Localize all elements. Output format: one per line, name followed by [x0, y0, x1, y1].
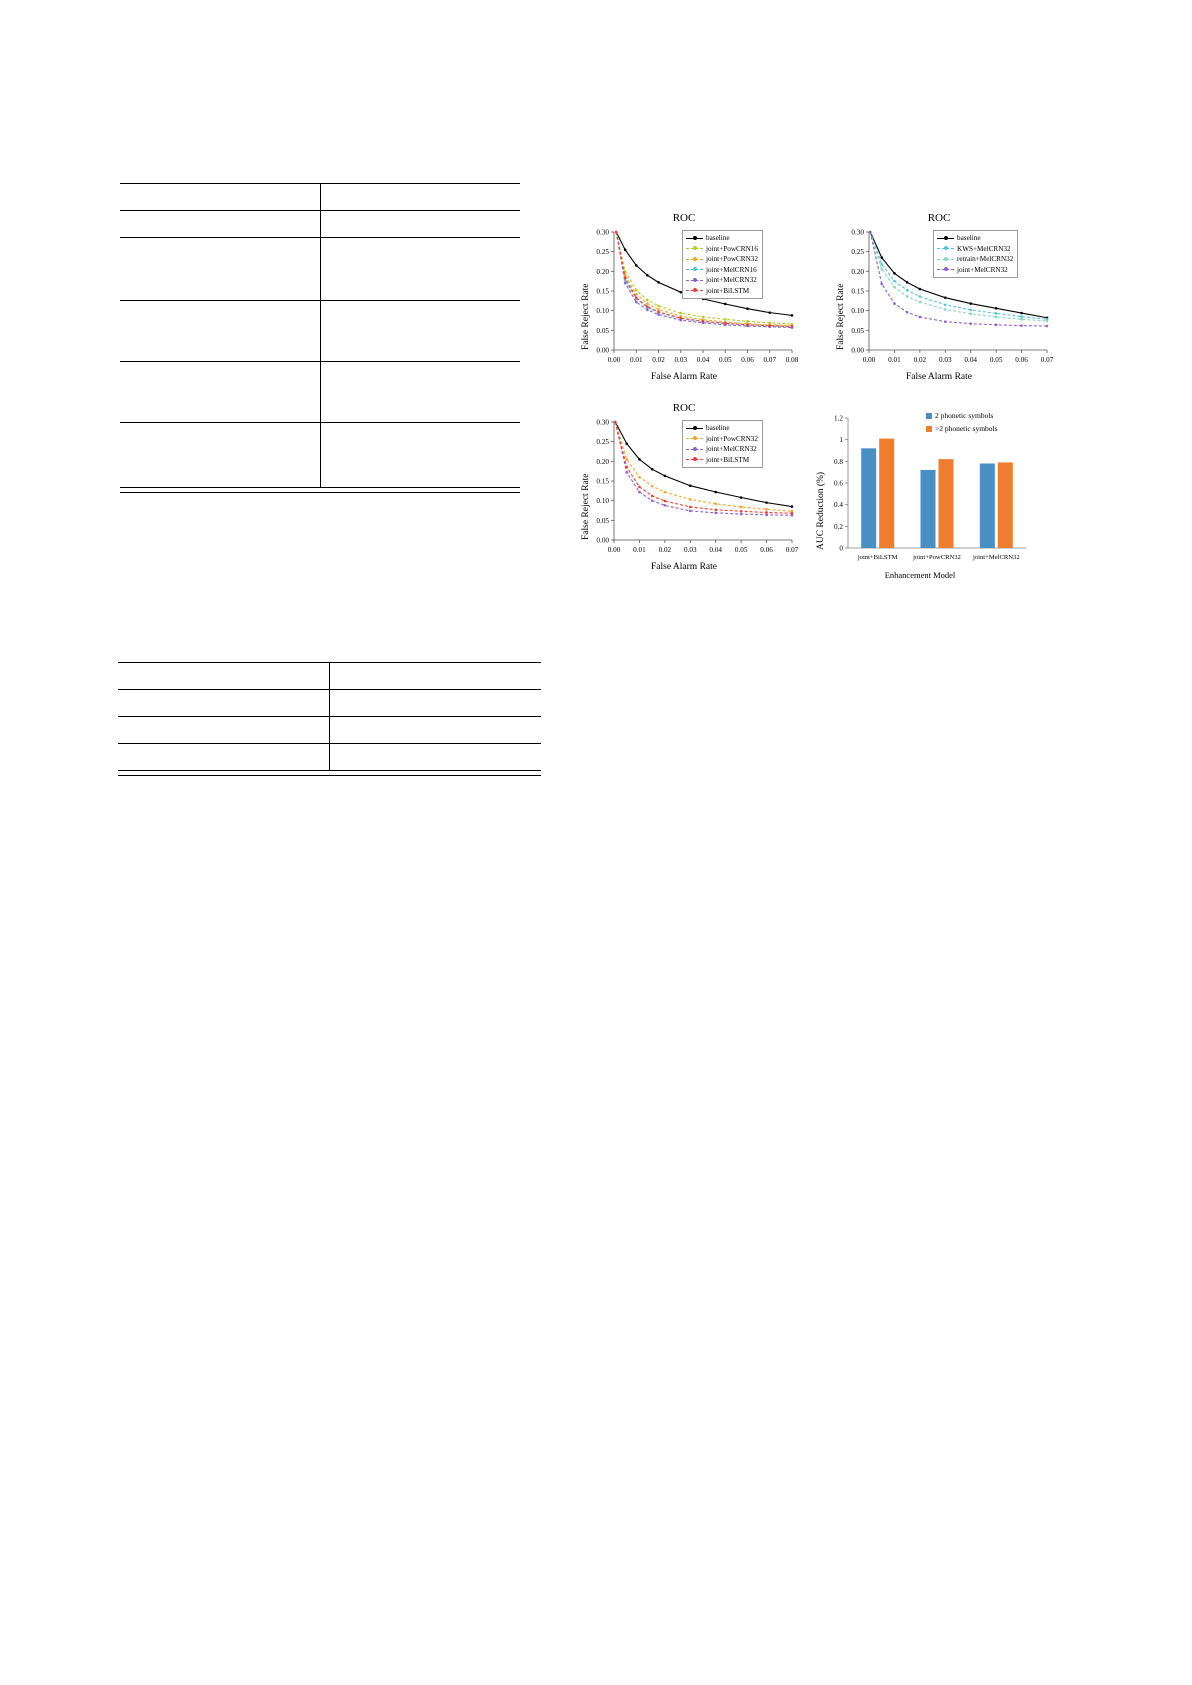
table-row	[118, 690, 541, 717]
legend-swatch	[686, 277, 703, 284]
svg-text:0.30: 0.30	[596, 418, 609, 427]
legend-item	[686, 275, 758, 286]
legend-item	[686, 233, 758, 244]
chart-title: ROC	[672, 402, 696, 414]
svg-text:0.20: 0.20	[596, 457, 609, 466]
x-axis-label: Enhancement Model	[884, 570, 956, 580]
legend-label: 2 phonetic symbols	[935, 411, 994, 420]
table-cell	[320, 268, 520, 301]
legend-label: joint+BiLSTM	[706, 286, 750, 295]
table-cell	[320, 238, 520, 269]
svg-text:1: 1	[839, 436, 843, 445]
legend-label: joint+MelCRN32	[706, 445, 757, 453]
results-table-1	[120, 183, 520, 493]
svg-text:0.4: 0.4	[834, 501, 843, 510]
legend-label: baseline	[706, 234, 730, 242]
table-row	[120, 331, 520, 362]
legend-item	[686, 244, 758, 255]
svg-text:0.07: 0.07	[785, 546, 798, 554]
svg-text:0.01: 0.01	[629, 356, 643, 364]
table-cell	[330, 717, 542, 744]
svg-text:0.05: 0.05	[734, 546, 748, 554]
svg-text:0.20: 0.20	[596, 267, 609, 276]
table-cell	[120, 211, 320, 238]
svg-text:0.00: 0.00	[607, 356, 621, 364]
svg-text:0.04: 0.04	[696, 356, 710, 364]
svg-text:0.06: 0.06	[741, 356, 754, 364]
svg-text:0.03: 0.03	[938, 356, 952, 364]
svg-text:0.05: 0.05	[989, 356, 1003, 364]
svg-text:0.8: 0.8	[834, 457, 843, 466]
chart-legend	[682, 420, 763, 468]
legend-swatch	[937, 245, 954, 252]
table-row	[118, 771, 541, 776]
svg-text:0.04: 0.04	[709, 546, 723, 554]
table-cell	[320, 455, 520, 488]
svg-text:0.06: 0.06	[1015, 356, 1028, 364]
svg-text:0.01: 0.01	[633, 546, 646, 554]
y-axis-label: False Reject Rate	[581, 473, 591, 540]
table-row	[120, 455, 520, 488]
results-table-2	[118, 662, 541, 776]
table-cell	[118, 663, 330, 690]
svg-text:0.10: 0.10	[596, 497, 609, 506]
table-row	[120, 362, 520, 393]
legend-label: baseline	[706, 424, 730, 432]
legend-swatch	[686, 446, 703, 453]
legend-label: joint+BiLSTM	[706, 455, 750, 464]
legend-swatch	[686, 425, 703, 432]
legend-label: joint+PowCRN32	[706, 434, 758, 443]
table-cell	[330, 663, 542, 690]
legend-label: retrain+MelCRN32	[957, 255, 1014, 263]
table-row	[118, 744, 541, 771]
legend-label: joint+PowCRN16	[706, 244, 758, 253]
svg-text:0.00: 0.00	[851, 346, 864, 355]
legend-swatch	[926, 426, 932, 432]
legend-item	[937, 254, 1013, 265]
legend-swatch	[926, 413, 932, 419]
legend-label: joint+MelCRN16	[706, 265, 757, 274]
roc-chart-3	[570, 400, 798, 572]
table-row	[120, 301, 520, 332]
svg-text:0.07: 0.07	[763, 356, 777, 364]
svg-text:1.2: 1.2	[834, 414, 843, 423]
auc-reduction-bar-chart	[808, 400, 1032, 580]
table-cell	[320, 211, 520, 238]
table-cell	[320, 301, 520, 332]
table-cell	[118, 717, 330, 744]
legend-swatch	[686, 287, 703, 294]
legend-swatch	[937, 256, 954, 263]
table-cell	[120, 488, 320, 493]
legend-label: baseline	[957, 234, 981, 242]
legend-label: joint+MelCRN32	[957, 265, 1008, 274]
svg-text:0.02: 0.02	[652, 356, 665, 364]
table-row	[120, 488, 520, 493]
svg-text:0.05: 0.05	[596, 516, 609, 525]
table-cell	[120, 392, 320, 423]
y-axis-label: AUC Reduction (%)	[816, 471, 826, 550]
table-cell	[320, 331, 520, 362]
y-axis-label: False Reject Rate	[581, 283, 591, 350]
svg-text:joint+BiLSTM: joint+BiLSTM	[857, 554, 898, 561]
legend-item	[926, 410, 998, 422]
svg-text:0.04: 0.04	[964, 356, 978, 364]
y-axis-label: False Reject Rate	[836, 283, 846, 350]
svg-text:0.07: 0.07	[1040, 356, 1053, 364]
legend-item	[937, 244, 1013, 255]
x-axis-label: False Alarm Rate	[651, 562, 717, 572]
legend-item	[686, 423, 758, 434]
table-cell	[118, 771, 330, 776]
svg-text:0.10: 0.10	[596, 307, 609, 316]
chart-title: ROC	[672, 212, 696, 224]
table-row	[120, 268, 520, 301]
legend-swatch	[686, 456, 703, 463]
svg-text:0.08: 0.08	[785, 356, 798, 364]
table-cell	[320, 392, 520, 423]
legend-label: joint+PowCRN32	[706, 255, 758, 263]
legend-item	[937, 233, 1013, 244]
x-axis-label: False Alarm Rate	[651, 372, 717, 382]
legend-label: >2 phonetic symbols	[935, 424, 998, 433]
legend-swatch	[686, 245, 703, 252]
table-cell	[118, 690, 330, 717]
svg-text:0.03: 0.03	[674, 356, 688, 364]
table-cell	[330, 771, 542, 776]
roc-chart-1	[570, 210, 798, 382]
svg-text:0.02: 0.02	[913, 356, 927, 364]
table-cell	[320, 184, 520, 211]
table-cell	[330, 690, 542, 717]
table-cell	[320, 423, 520, 456]
legend-item	[686, 286, 758, 297]
svg-text:0.02: 0.02	[658, 546, 672, 554]
legend-label: KWS+MelCRN32	[957, 244, 1011, 253]
legend-swatch	[937, 235, 954, 242]
chart-plot-area	[808, 400, 1032, 580]
table-cell	[120, 423, 320, 456]
svg-text:0.15: 0.15	[596, 477, 609, 486]
legend-item	[686, 434, 758, 445]
legend-item	[686, 265, 758, 276]
table-cell	[118, 744, 330, 771]
svg-text:0.00: 0.00	[862, 356, 876, 364]
svg-text:0.03: 0.03	[683, 546, 697, 554]
table-cell	[320, 362, 520, 393]
legend-label: joint+MelCRN32	[706, 276, 757, 284]
svg-text:0.01: 0.01	[888, 356, 901, 364]
legend-swatch	[937, 266, 954, 273]
svg-text:0.15: 0.15	[851, 287, 864, 296]
table-row	[120, 238, 520, 269]
table-row	[120, 392, 520, 423]
legend-item	[686, 455, 758, 466]
table-cell	[120, 362, 320, 393]
table-row	[120, 184, 520, 211]
legend-swatch	[686, 266, 703, 273]
table-cell	[120, 331, 320, 362]
table-cell	[120, 455, 320, 488]
table-cell	[120, 184, 320, 211]
table-cell	[120, 301, 320, 332]
svg-text:0.25: 0.25	[851, 248, 864, 257]
chart-legend	[682, 230, 763, 299]
svg-text:0.00: 0.00	[607, 546, 621, 554]
roc-chart-2	[825, 210, 1053, 382]
svg-text:0.20: 0.20	[851, 267, 864, 276]
chart-legend	[926, 410, 998, 436]
table-cell	[120, 268, 320, 301]
legend-item	[926, 423, 998, 435]
legend-swatch	[686, 256, 703, 263]
svg-text:0.15: 0.15	[596, 287, 609, 296]
legend-item	[686, 254, 758, 265]
svg-text:0.06: 0.06	[760, 546, 773, 554]
svg-text:0: 0	[839, 544, 843, 553]
svg-text:0.10: 0.10	[851, 307, 864, 316]
legend-item	[937, 265, 1013, 276]
table-row	[118, 717, 541, 744]
table-row	[120, 211, 520, 238]
table-cell	[330, 744, 542, 771]
legend-item	[686, 444, 758, 455]
svg-text:joint+PowCRN32: joint+PowCRN32	[913, 554, 961, 561]
table-cell	[320, 488, 520, 493]
legend-swatch	[686, 235, 703, 242]
svg-text:0.25: 0.25	[596, 438, 609, 447]
table-cell	[120, 238, 320, 269]
svg-text:0.05: 0.05	[851, 326, 864, 335]
svg-text:0.6: 0.6	[834, 479, 843, 488]
svg-text:0.00: 0.00	[596, 346, 609, 355]
svg-text:0.05: 0.05	[596, 326, 609, 335]
chart-legend	[933, 230, 1018, 278]
svg-text:0.25: 0.25	[596, 248, 609, 257]
svg-text:0.2: 0.2	[834, 522, 843, 531]
legend-swatch	[686, 435, 703, 442]
svg-text:0.00: 0.00	[596, 536, 609, 545]
svg-text:joint+MelCRN32: joint+MelCRN32	[973, 554, 1020, 561]
svg-text:0.30: 0.30	[596, 228, 609, 237]
table-row	[120, 423, 520, 456]
x-axis-label: False Alarm Rate	[906, 372, 972, 382]
svg-text:0.05: 0.05	[718, 356, 732, 364]
table-row	[118, 663, 541, 690]
chart-title: ROC	[927, 212, 951, 224]
svg-text:0.30: 0.30	[851, 228, 864, 237]
